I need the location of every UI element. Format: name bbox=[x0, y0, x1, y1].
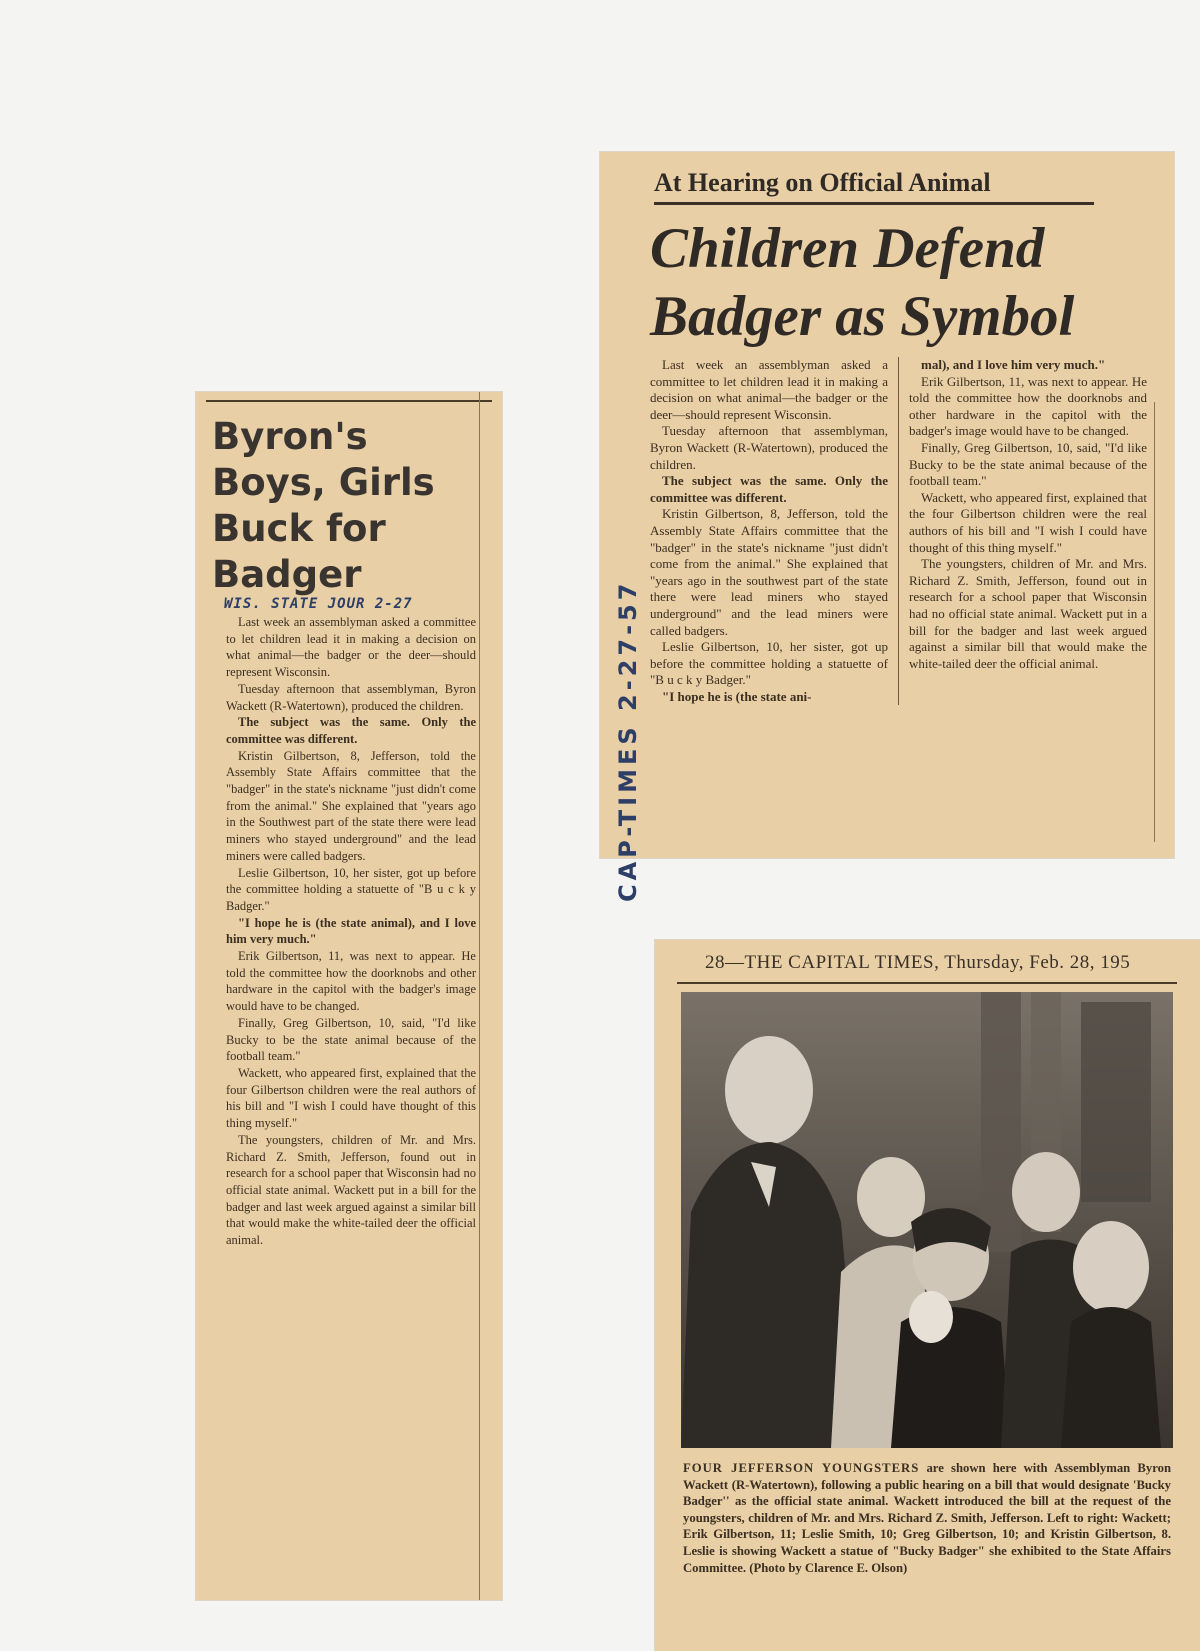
paragraph: Wackett, who appeared first, explained that the four Gilbertson children were the real authors of his bill and "I wish I could have thought of this thing myself." bbox=[909, 489, 1147, 555]
paragraph: Finally, Greg Gilbertson, 10, said, "I'd like Bucky to be the state animal because of the football team." bbox=[226, 1015, 476, 1064]
left-article-body bbox=[226, 614, 476, 1249]
headline-line-2: Badger as Symbol bbox=[650, 285, 1075, 348]
paragraph: Erik Gilbertson, 11, was next to appear. He told the committee how the doorknobs and other hardware in the capitol with the badger's image would have to be changed. bbox=[226, 949, 476, 1014]
paragraph: Leslie Gilbertson, 10, her sister, got up before the committee holding a statuette of "B u c k y Badger." bbox=[226, 865, 476, 913]
vertical-handwritten-note: CAP-TIMES 2-27-57 bbox=[614, 579, 642, 902]
paragraph: "I hope he is (the state ani- bbox=[662, 688, 812, 704]
top-rule bbox=[206, 400, 492, 402]
column-divider bbox=[898, 357, 899, 705]
dateline-rule bbox=[677, 982, 1177, 984]
main-headline bbox=[650, 215, 1156, 351]
paragraph: Tuesday afternoon that assemblyman, Byron Wackett (R-Watertown), produced the children. bbox=[226, 681, 476, 713]
paragraph: "I hope he is (the state animal), and I love him very much." bbox=[226, 915, 476, 947]
paragraph: Last week an assemblyman asked a committee to let children lead it in making a decision on what animal—the badger or the deer—should represent Wisconsin. bbox=[650, 357, 888, 422]
paragraph: Tuesday afternoon that assemblyman, Byron Wackett (R-Watertown), produced the children. bbox=[650, 423, 888, 472]
kicker-headline: At Hearing on Official Animal bbox=[654, 168, 1094, 205]
paragraph: Last week an assemblyman asked a committee to let children lead it in making a decision on what animal—the badger or the deer—should represent Wisconsin. bbox=[226, 615, 476, 680]
caption-lead: FOUR JEFFERSON YOUNGSTERS bbox=[683, 1461, 920, 1475]
article-columns bbox=[650, 357, 1156, 705]
paragraph: Kristin Gilbertson, 8, Jefferson, told the Assembly State Affairs committee that the "badger" in the state's nickname "just didn't come from the animal." She explained that "years ago in the southwest part of the state there were lead miners who stayed underground" and the lead miners were called badgers. bbox=[650, 506, 888, 638]
caption-body: are shown here with Assemblyman Byron Wackett (R-Watertown), following a public hearing on a bill that would designate 'Bucky Badger'' as the official state animal. Wackett introduced the bill at the request of the youngsters, children of Mr. and Mrs. Richard Z. Smith, Jefferson. Left to right: Wackett; Erik Gilbertson, 11; Leslie Smith, 10; Greg Gilbertson, 10; and Kristin Gilbertson, 8. Leslie is showing Wackett a statue of "Bucky Badger" she exhibited to the State Affairs Committee. (Photo by Clarence E. Olson) bbox=[683, 1461, 1171, 1575]
photo-caption bbox=[683, 1460, 1171, 1576]
paragraph: Leslie Gilbertson, 10, her sister, got up before the committee holding a statuette of "B u c k y Badger." bbox=[650, 639, 888, 688]
newspaper-dateline: 28—THE CAPITAL TIMES, Thursday, Feb. 28, 195 bbox=[705, 952, 1131, 973]
paragraph: Kristin Gilbertson, 8, Jefferson, told the Assembly State Affairs committee that the "badger" in the state's nickname "just didn't come from the animal." She explained that "years ago in the Southwest part of the state there were lead miners who stayed underground" and the lead miners were called badgers. bbox=[226, 748, 476, 863]
paragraph: The subject was the same. Only the committee was different. bbox=[226, 715, 476, 746]
paragraph: Erik Gilbertson, 11, was next to appear. He told the committee how the doorknobs and other hardware in the capitol with the badger's image would have to be changed. bbox=[909, 373, 1147, 439]
left-handwritten-note: WIS. STATE JOUR 2-27 bbox=[224, 596, 413, 612]
photo-illustration bbox=[681, 992, 1173, 1448]
headline-line-1: Children Defend bbox=[650, 217, 1045, 280]
adjacent-column-edge bbox=[1154, 402, 1172, 842]
paragraph: The subject was the same. Only the committee was different. bbox=[650, 473, 888, 505]
left-headline: Byron's Boys, Girls Buck for Badger bbox=[212, 415, 435, 596]
paragraph: Wackett, who appeared first, explained that the four Gilbertson children were the real authors of his bill and "I wish I could have thought of this thing myself." bbox=[226, 1065, 476, 1131]
column-1 bbox=[650, 357, 888, 705]
paragraph: The youngsters, children of Mr. and Mrs. Richard Z. Smith, Jefferson, found out in research for a school paper that Wisconsin had no official state animal. Wackett put in a bill for the badger and last week argued against a similar bill that would make the white-tailed deer the official animal. bbox=[909, 556, 1147, 671]
column-2 bbox=[909, 357, 1147, 705]
paragraph: The youngsters, children of Mr. and Mrs. Richard Z. Smith, Jefferson, found out in research for a school paper that Wisconsin had no official state animal. Wackett put in a bill for the badger and last week argued against a similar bill that would make the white-tailed deer the official animal. bbox=[226, 1132, 476, 1248]
top-right-clipping bbox=[600, 152, 1174, 902]
left-clipping bbox=[196, 392, 502, 1600]
adjacent-column-edge bbox=[479, 392, 500, 1600]
paragraph: Finally, Greg Gilbertson, 10, said, "I'd like Bucky to be the state animal because of the football team." bbox=[909, 439, 1147, 489]
paragraph: mal), and I love him very much." bbox=[921, 357, 1106, 372]
news-photo bbox=[681, 992, 1173, 1448]
bottom-right-clipping bbox=[655, 940, 1200, 1651]
